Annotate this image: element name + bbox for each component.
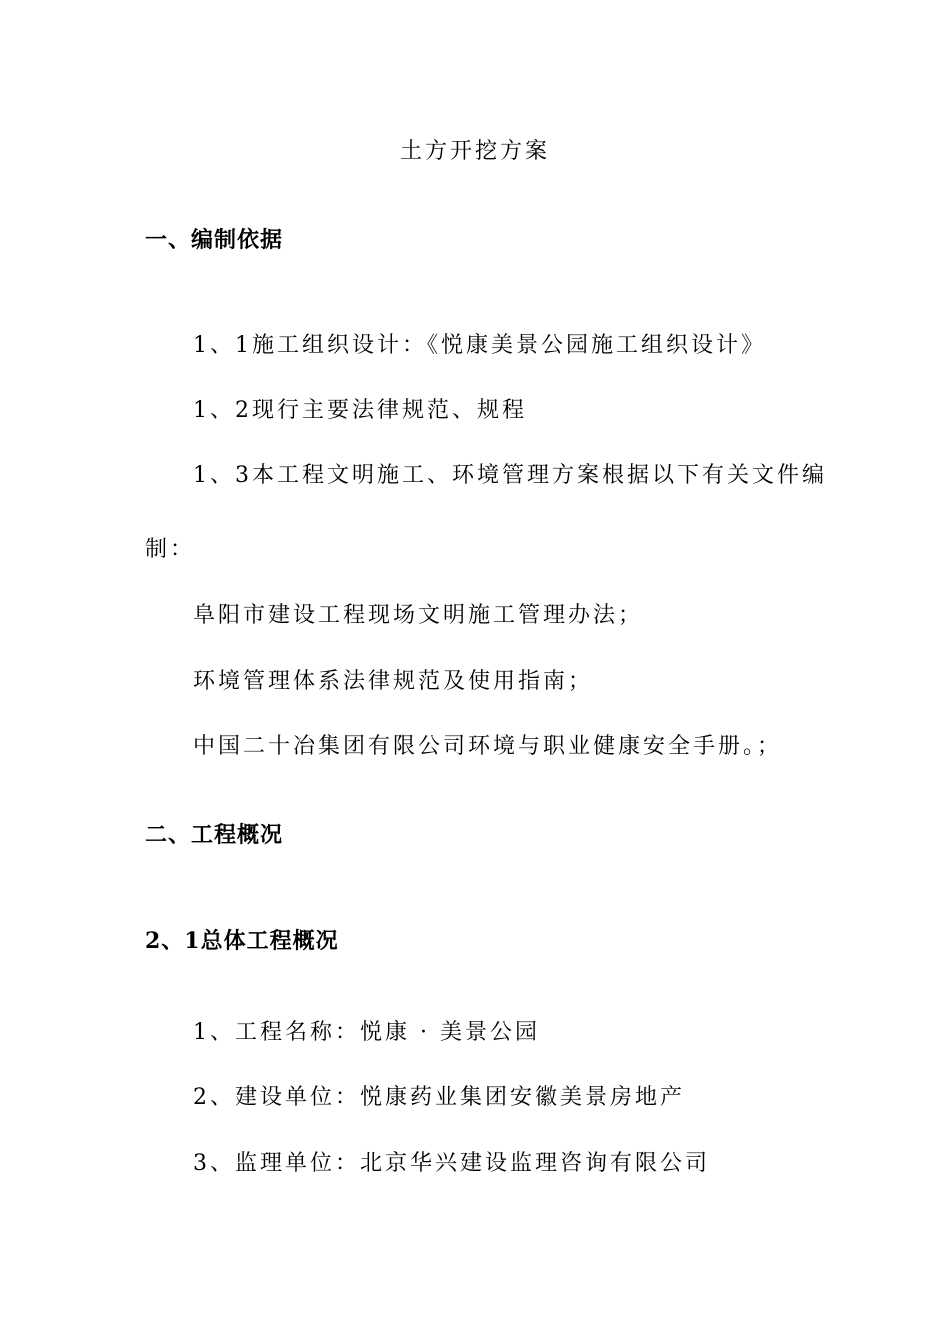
basis-item-3: 1、3本工程文明施工、环境管理方案根据以下有关文件编 — [193, 463, 827, 488]
subsection-heading-general-overview: 2、1总体工程概况 — [145, 928, 339, 954]
basis-item-1: 1、1施工组织设计：《悦康美景公园施工组织设计》 — [193, 333, 766, 358]
document-list-item-2: 环境管理体系法律规范及使用指南； — [193, 669, 594, 694]
section-heading-overview: 二、工程概况 — [145, 822, 284, 848]
developer-item: 2、建设单位：悦康药业集团安徽美景房地产 — [193, 1085, 685, 1110]
document-list-item-3: 中国二十冶集团有限公司环境与职业健康安全手册。； — [193, 734, 783, 759]
document-list-item-1: 阜阳市建设工程现场文明施工管理办法； — [193, 603, 644, 628]
project-name-item: 1、工程名称：悦康 · 美景公园 — [193, 1020, 540, 1045]
section-heading-basis: 一、编制依据 — [145, 227, 284, 253]
document-title: 土方开挖方案 — [399, 139, 550, 164]
basis-item-2: 1、2现行主要法律规范、规程 — [193, 398, 527, 423]
supervisor-item: 3、监理单位：北京华兴建设监理咨询有限公司 — [193, 1151, 710, 1176]
basis-item-3-continuation: 制： — [145, 537, 196, 562]
